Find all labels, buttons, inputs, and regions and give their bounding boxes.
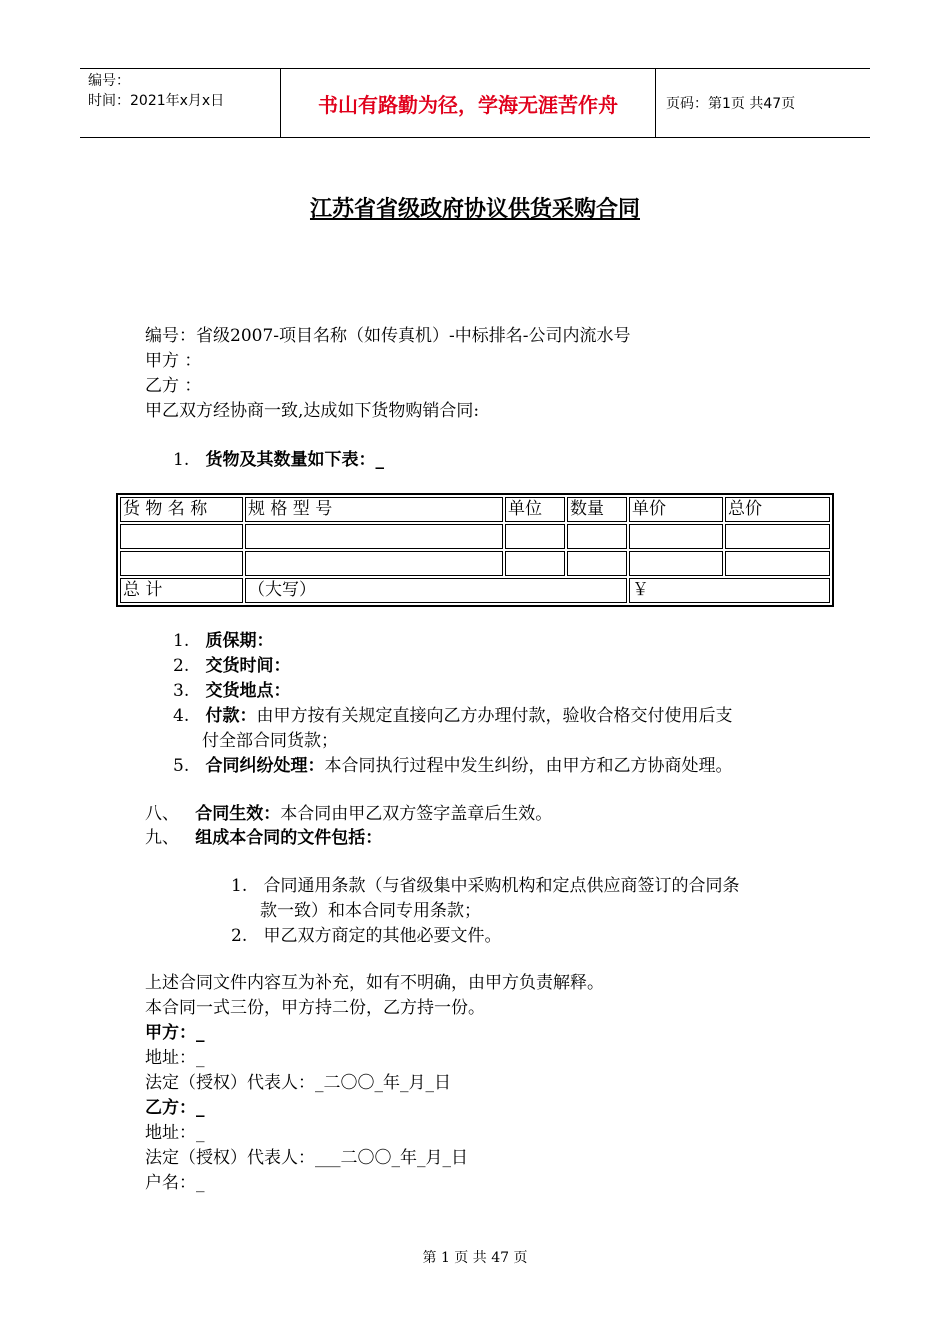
clause-8: 八、 合同生效：本合同由甲乙双方签字盖章后生效。: [145, 804, 553, 824]
table-cell: [567, 524, 627, 549]
table-cell: [725, 551, 830, 576]
table-cell: [120, 551, 243, 576]
list-item-continuation: 付全部合同货款；: [202, 731, 338, 751]
party-a-line: 甲方 ：: [145, 351, 202, 371]
total-amount: ￥: [629, 578, 830, 603]
col-total-price: 总价: [725, 497, 830, 522]
col-spec: 规 格 型 号: [245, 497, 503, 522]
party-b-signature: 乙方：_: [145, 1098, 205, 1118]
number-label: 编号：: [88, 73, 130, 89]
header-motto: 书山有路勤为径，学海无涯苦作舟: [280, 69, 656, 137]
table-cell: [725, 524, 830, 549]
page-footer: 第 1 页 共 47 页: [422, 1250, 528, 1266]
table-row: [120, 551, 830, 576]
table-cell: [120, 524, 243, 549]
table-total-row: [120, 578, 830, 603]
table-cell: [567, 551, 627, 576]
party-b-line: 乙方 ：: [145, 376, 202, 396]
party-a-signature: 甲方：_: [145, 1023, 205, 1043]
time-label: 时间：2021年x月x日: [88, 93, 225, 109]
col-unit: 单位: [505, 497, 565, 522]
header-meta: [80, 69, 280, 137]
contract-number: 编号：省级2007-项目名称（如传真机）-中标排名-公司内流水号: [145, 326, 631, 346]
party-b-representative: 法定（授权）代表人：___二〇〇_年_月_日: [145, 1148, 468, 1168]
party-b-account: 户名：_: [145, 1173, 205, 1193]
section-1-heading: 1. 货物及其数量如下表：_: [173, 450, 384, 470]
table-row: [120, 524, 830, 549]
list-item: 2. 甲乙双方商定的其他必要文件。: [231, 926, 502, 946]
goods-table: [116, 493, 834, 607]
list-item: 1. 质保期：: [173, 631, 274, 651]
party-a-representative: 法定（授权）代表人：_二〇〇_年_月_日: [145, 1073, 451, 1093]
col-unit-price: 单价: [629, 497, 723, 522]
table-cell: [245, 524, 503, 549]
clause-9: 九、 组成本合同的文件包括：: [145, 828, 383, 848]
header-page-code: 页码：第1页 共47页: [666, 96, 796, 112]
list-item: 3. 交货地点：: [173, 681, 291, 701]
page-header: [80, 68, 870, 138]
col-goods-name: 货 物 名 称: [120, 497, 243, 522]
table-cell: [629, 551, 723, 576]
table-cell: [629, 524, 723, 549]
party-a-address: 地址：_: [145, 1048, 205, 1068]
table-cell: [245, 551, 503, 576]
total-label: 总 计: [120, 578, 243, 603]
table-cell: [505, 524, 565, 549]
table-header-row: [120, 497, 830, 522]
list-item: 5. 合同纠纷处理：本合同执行过程中发生纠纷，由甲方和乙方协商处理。: [173, 756, 733, 776]
document-title: 江苏省省级政府协议供货采购合同: [309, 197, 640, 222]
list-item-continuation: 款一致）和本合同专用条款；: [260, 901, 481, 921]
table-cell: [505, 551, 565, 576]
closing-line: 上述合同文件内容互为补充，如有不明确，由甲方负责解释。: [145, 973, 604, 993]
party-b-address: 地址：_: [145, 1123, 205, 1143]
list-item: 4. 付款：由甲方按有关规定直接向乙方办理付款，验收合格交付使用后支: [173, 706, 733, 726]
closing-line: 本合同一式三份，甲方持二份，乙方持一份。: [145, 998, 485, 1018]
col-qty: 数量: [567, 497, 627, 522]
agreement-line: 甲乙双方经协商一致,达成如下货物购销合同:: [145, 401, 480, 421]
list-item: 1. 合同通用条款（与省级集中采购机构和定点供应商签订的合同条: [231, 876, 740, 896]
list-item: 2. 交货时间：: [173, 656, 291, 676]
total-in-words: （大写）: [245, 578, 627, 603]
